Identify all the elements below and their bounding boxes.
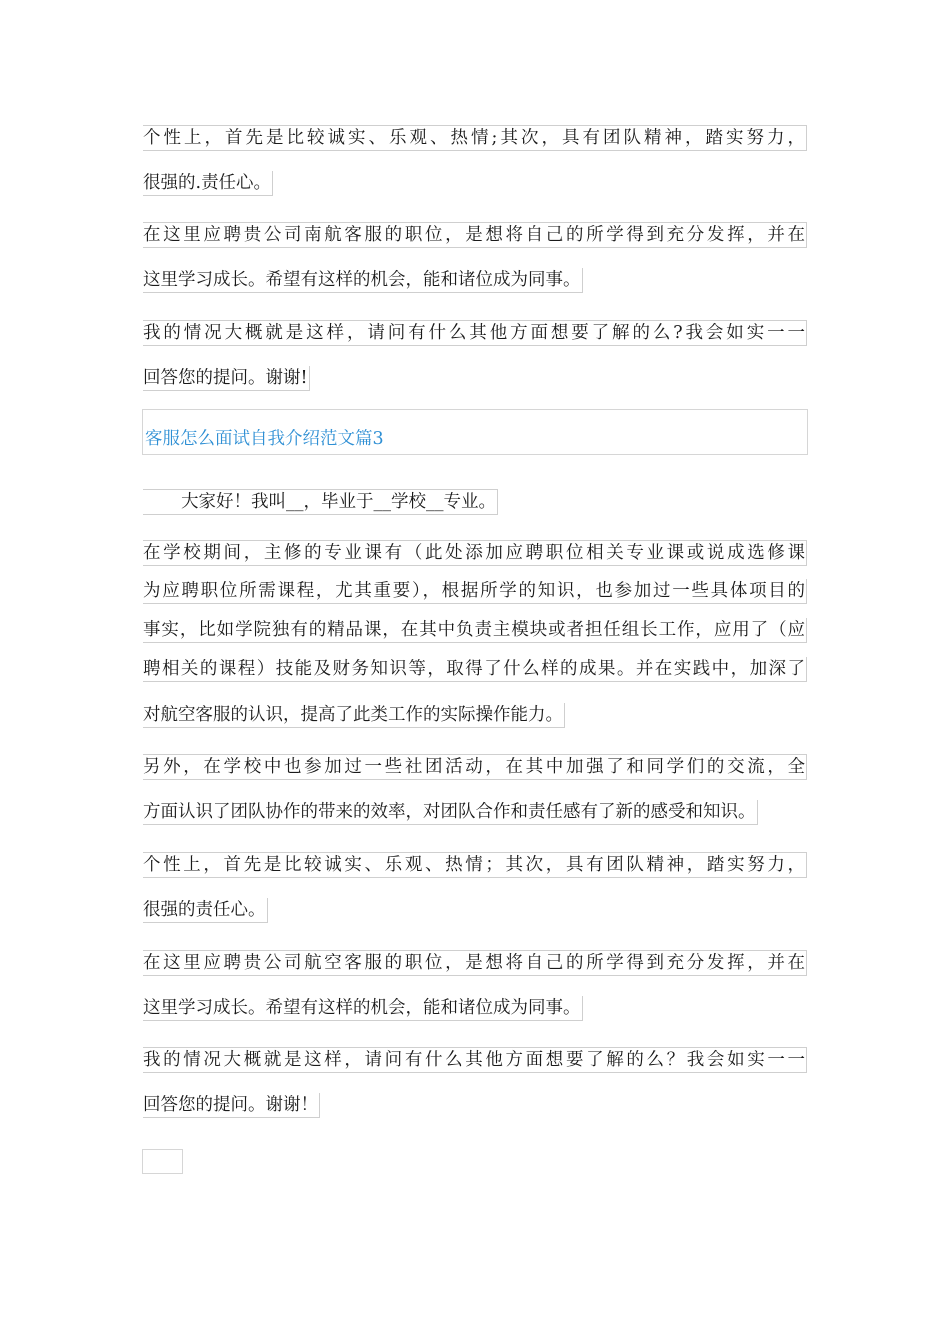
paragraph-personality	[143, 125, 807, 203]
paragraph-line	[143, 657, 807, 696]
paragraph-personality-2	[143, 852, 807, 930]
paragraph-line-text: 事实，比如学院独有的精品课，在其中负责主模块或者担任组长工作，应用了（应	[143, 618, 807, 643]
paragraph-line-text: 这里学习成长。希望有这样的机会，能和诸位成为同事。	[143, 268, 583, 293]
paragraph-education	[143, 540, 807, 735]
paragraph-activities	[143, 754, 807, 832]
paragraph-line	[143, 164, 807, 203]
paragraph-closing-2	[143, 1047, 807, 1125]
paragraph-line-text: 在这里应聘贵公司航空客服的职位，是想将自己的所学得到充分发挥，并在	[143, 950, 807, 976]
paragraph-line-text: 很强的.责任心。	[143, 171, 273, 196]
paragraph-line	[143, 1086, 807, 1125]
paragraph-line	[143, 320, 807, 359]
paragraph-line	[143, 482, 807, 521]
paragraph-line-text: 回答您的提问。谢谢！	[143, 1093, 320, 1118]
paragraph-line	[143, 359, 807, 398]
paragraph-line-text: 这里学习成长。希望有这样的机会，能和诸位成为同事。	[143, 996, 583, 1021]
paragraph-line-text: 我的情况大概就是这样，请问有什么其他方面想要了解的么？我会如实一一	[143, 1047, 807, 1073]
paragraph-application	[143, 222, 807, 300]
paragraph-line	[143, 950, 807, 989]
paragraph-line-text: 大家好！我叫__，毕业于__学校__专业。	[143, 489, 498, 515]
section-heading: 客服怎么面试自我介绍范文篇3	[145, 429, 384, 449]
paragraph-line	[143, 989, 807, 1028]
paragraph-application-2	[143, 950, 807, 1028]
paragraph-line	[143, 618, 807, 657]
paragraph-line	[143, 852, 807, 891]
section-heading-box	[142, 409, 808, 455]
paragraph-line-text: 很强的责任心。	[143, 898, 268, 923]
paragraph-line	[143, 754, 807, 793]
paragraph-line	[143, 579, 807, 618]
paragraph-closing	[143, 320, 807, 398]
paragraph-line	[143, 1047, 807, 1086]
empty-text-box	[142, 1149, 183, 1174]
paragraph-line-text: 在这里应聘贵公司南航客服的职位，是想将自己的所学得到充分发挥，并在	[143, 222, 807, 248]
paragraph-line-text: 聘相关的课程）技能及财务知识等，取得了什么样的成果。并在实践中，加深了	[143, 657, 807, 682]
paragraph-line-text: 另外，在学校中也参加过一些社团活动，在其中加强了和同学们的交流，全	[143, 754, 807, 780]
paragraph-line	[143, 793, 807, 832]
paragraph-line	[143, 891, 807, 930]
paragraph-line	[143, 696, 807, 735]
paragraph-line-text: 方面认识了团队协作的带来的效率，对团队合作和责任感有了新的感受和知识。	[143, 800, 758, 825]
paragraph-line	[143, 261, 807, 300]
paragraph-line-text: 个性上，首先是比较诚实、乐观、热情;其次，具有团队精神，踏实努力，	[143, 125, 807, 151]
paragraph-line-text: 对航空客服的认识，提高了此类工作的实际操作能力。	[143, 703, 565, 728]
paragraph-line-text: 为应聘职位所需课程，尤其重要），根据所学的知识，也参加过一些具体项目的	[143, 579, 807, 604]
paragraph-line	[143, 540, 807, 579]
paragraph-line-text: 回答您的提问。谢谢!	[143, 366, 310, 391]
paragraph-line-text: 在学校期间，主修的专业课有（此处添加应聘职位相关专业课或说成选修课	[143, 540, 807, 566]
paragraph-line	[143, 125, 807, 164]
paragraph-line	[143, 222, 807, 261]
paragraph-line-text: 个性上，首先是比较诚实、乐观、热情；其次，具有团队精神，踏实努力，	[143, 852, 807, 878]
paragraph-line-text: 我的情况大概就是这样，请问有什么其他方面想要了解的么?我会如实一一	[143, 320, 807, 346]
paragraph-greeting	[143, 482, 807, 521]
